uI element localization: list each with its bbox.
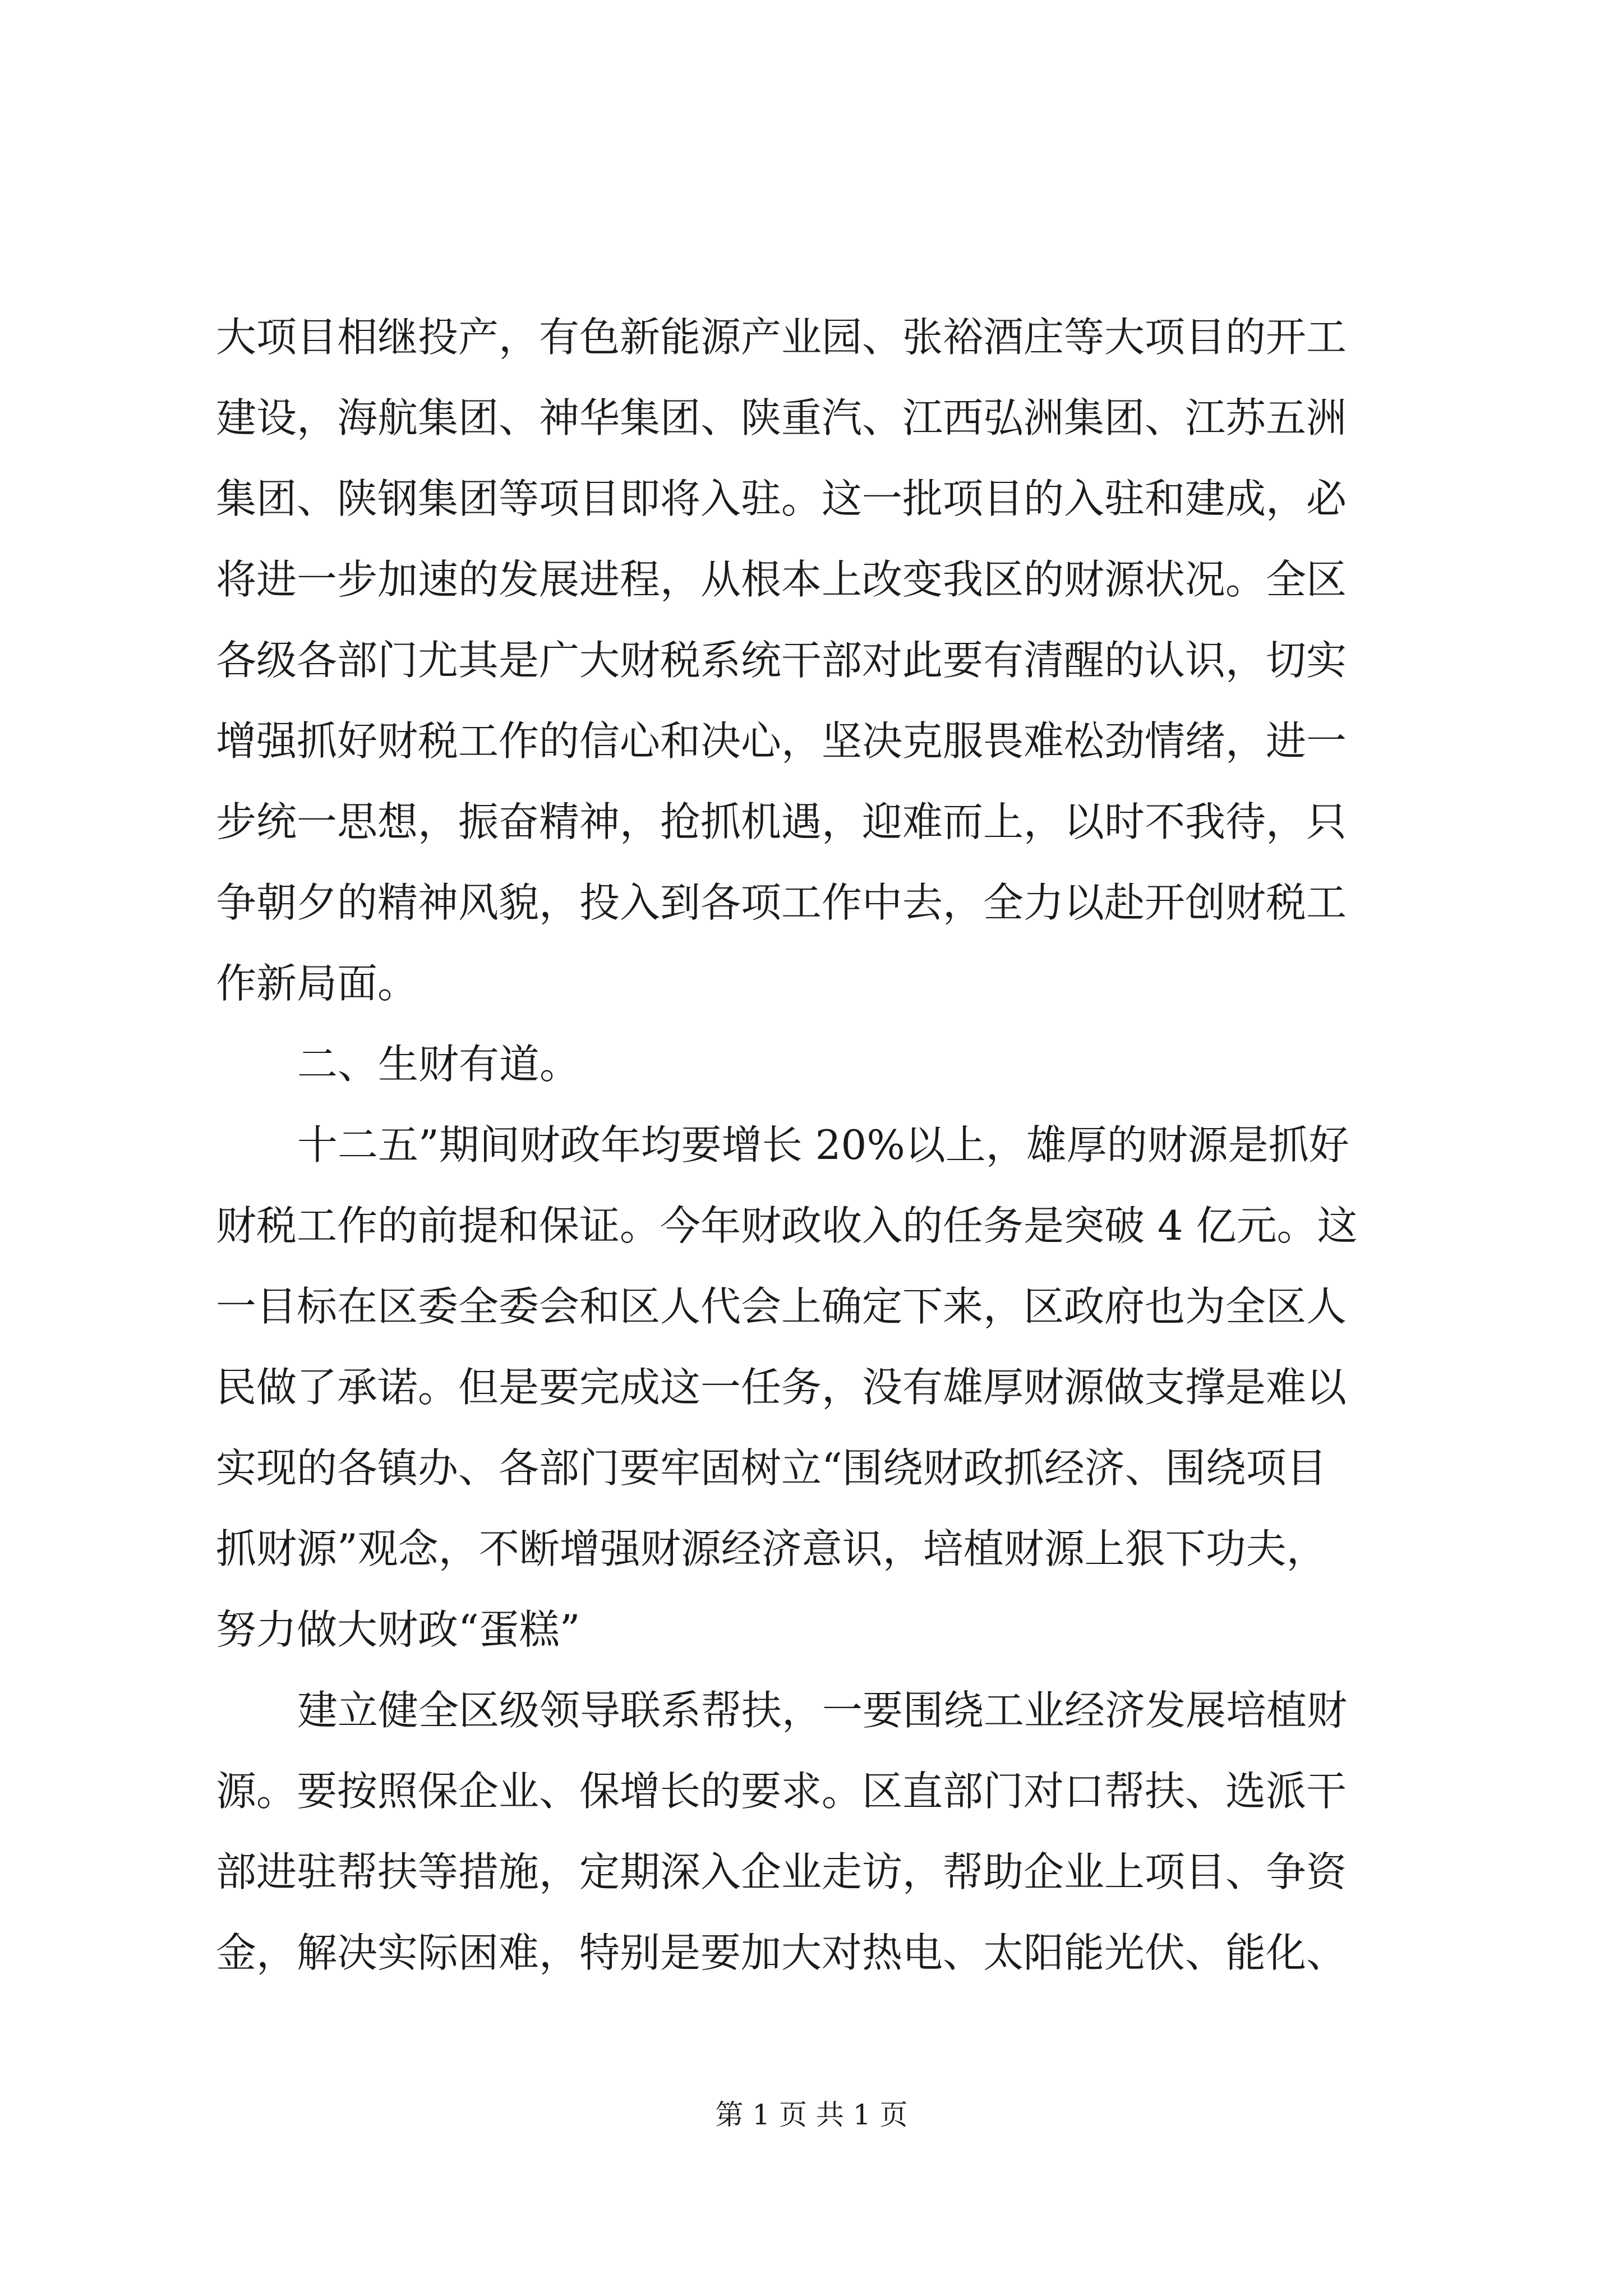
p1-line-7: 步统一思想，振奋精神，抢抓机遇，迎难而上，以时不我待，只 [216,798,1347,845]
p4-line-4: 金，解决实际困难，特别是要加大对热电、太阳能光伏、能化、 [216,1929,1347,1976]
p3-line-3: 一目标在区委全委会和区人代会上确定下来，区政府也为全区人 [216,1283,1347,1330]
p3-line-5: 实现的各镇办、各部门要牢固树立“围绕财政抓经济、围绕项目 [216,1444,1327,1492]
p3-line-1: 十二五”期间财政年均要增长 20%以上，雄厚的财源是抓好 [297,1121,1349,1168]
p1-line-5: 各级各部门尤其是广大财税系统干部对此要有清醒的认识，切实 [216,637,1347,684]
p1-line-3: 集团、陕钢集团等项目即将入驻。这一批项目的入驻和建成，必 [216,475,1347,522]
page-footer: 第 1 页 共 1 页 [715,2099,908,2131]
p1-line-1: 大项目相继投产，有色新能源产业园、张裕酒庄等大项目的开工 [216,314,1347,361]
p3-line-2: 财税工作的前提和保证。今年财政收入的任务是突破 4 亿元。这 [216,1202,1358,1249]
p1-line-8: 争朝夕的精神风貌，投入到各项工作中去，全力以赴开创财税工 [216,879,1347,926]
p4-line-2: 源。要按照保企业、保增长的要求。区直部门对口帮扶、选派干 [216,1768,1347,1815]
p4-line-1: 建立健全区级领导联系帮扶，一要围绕工业经济发展培植财 [297,1687,1348,1734]
p1-line-6: 增强抓好财税工作的信心和决心，坚决克服畏难松劲情绪，进一 [216,717,1347,765]
p1-line-4: 将进一步加速的发展进程，从根本上改变我区的财源状况。全区 [216,556,1347,603]
p4-line-3: 部进驻帮扶等措施，定期深入企业走访，帮助企业上项目、争资 [216,1848,1347,1895]
p3-line-4: 民做了承诺。但是要完成这一任务，没有雄厚财源做支撑是难以 [216,1364,1347,1411]
p1-line-9: 作新局面。 [216,960,418,1007]
p1-line-2: 建设，海航集团、神华集团、陕重汽、江西弘洲集团、江苏五洲 [216,394,1347,441]
p3-line-7: 努力做大财政“蛋糕” [216,1606,580,1653]
p3-line-6: 抓财源”观念，不断增强财源经济意识，培植财源上狠下功夫， [216,1525,1327,1572]
section-heading: 二、生财有道。 [297,1041,580,1088]
